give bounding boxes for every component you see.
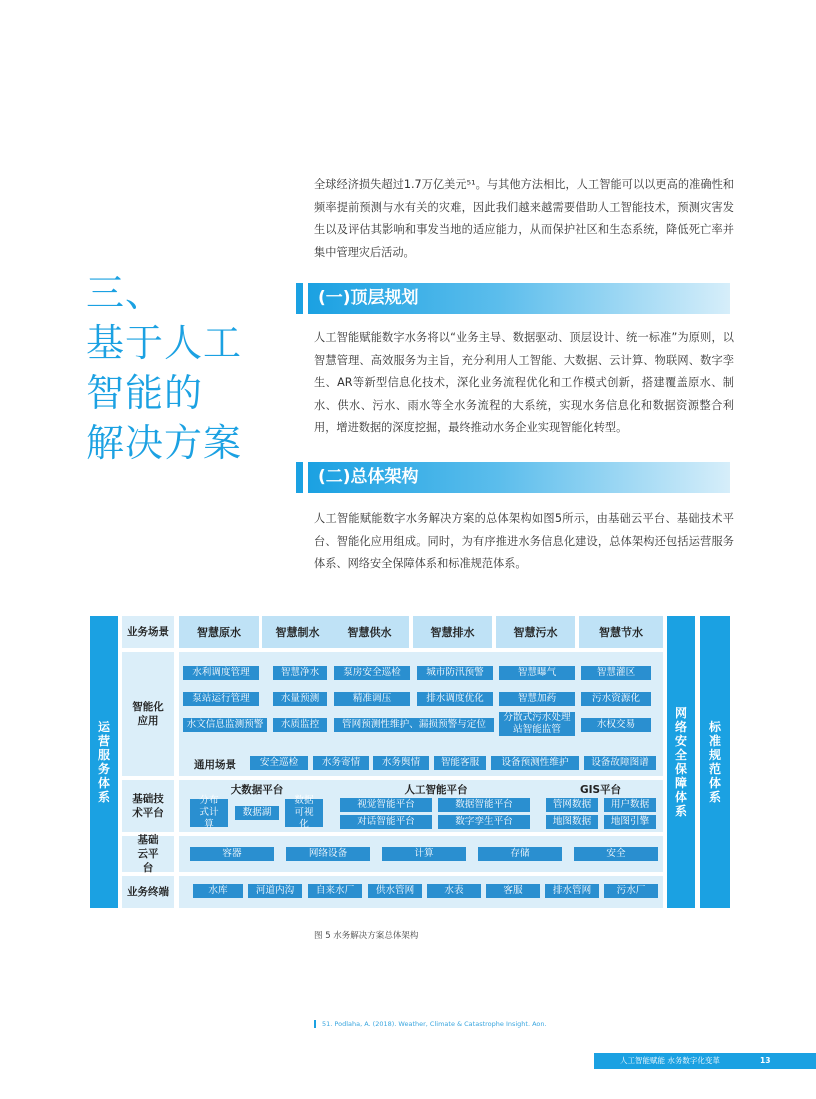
app-chip: 水文信息监测预警 xyxy=(183,718,267,732)
general-chip: 设备预测性维护 xyxy=(491,756,579,770)
scene-cell: 智慧污水 xyxy=(496,616,575,648)
row-label-scene: 业务场景 xyxy=(122,616,174,648)
chapter-title xyxy=(86,268,242,468)
cloud-chip: 网络设备 xyxy=(286,847,370,861)
scene-cell: 智慧供水 xyxy=(330,616,409,648)
ai-chip: 对话智能平台 xyxy=(340,815,432,829)
app-chip: 精准调压 xyxy=(334,692,410,706)
terminal-chip: 水库 xyxy=(193,884,243,898)
ai-title: 人工智能平台 xyxy=(404,784,468,796)
standards-label: 标准规范体系 xyxy=(708,720,721,804)
chapter-title-line: 智能的 xyxy=(86,371,204,415)
terminal-chip: 污水厂 xyxy=(604,884,658,898)
architecture-diagram xyxy=(90,616,730,908)
app-chip: 泵房安全巡检 xyxy=(334,666,410,680)
row-label-terminal: 业务终端 xyxy=(122,876,174,908)
general-chip: 水务寄情 xyxy=(313,756,369,770)
scene-cell: 智慧制水 xyxy=(262,616,333,648)
ops-service-bar xyxy=(90,616,118,908)
cloud-chip: 计算 xyxy=(382,847,466,861)
section-header-architecture xyxy=(296,462,730,493)
standards-bar xyxy=(700,616,730,908)
terminal-chip: 客服 xyxy=(486,884,540,898)
bigdata-title: 大数据平台 xyxy=(230,784,284,796)
terminal-chip: 排水管网 xyxy=(545,884,599,898)
ops-service-label: 运营服务体系 xyxy=(97,720,110,804)
app-chip: 水量预测 xyxy=(273,692,327,706)
section-accent-bar xyxy=(296,283,303,314)
app-chip: 排水调度优化 xyxy=(417,692,493,706)
scene-cell: 智慧排水 xyxy=(413,616,492,648)
section-header-top-level xyxy=(296,283,730,314)
footer-title: 人工智能赋能 水务数字化变革 xyxy=(620,1056,720,1065)
app-chip: 水利调度管理 xyxy=(183,666,259,680)
bigdata-chip: 数据可视化 xyxy=(285,799,323,827)
row-label-cloud: 基础云平台 xyxy=(122,836,174,872)
app-chip: 水质监控 xyxy=(273,718,327,732)
figure-caption: 图 5 水务解决方案总体架构 xyxy=(314,931,419,941)
general-chip: 设备故障图谱 xyxy=(584,756,656,770)
terminal-chip: 水表 xyxy=(427,884,481,898)
general-chip: 水务舆情 xyxy=(373,756,429,770)
gis-chip: 用户数据 xyxy=(604,798,656,812)
app-chip: 泵站运行管理 xyxy=(183,692,259,706)
row-label-app: 智能化应用 xyxy=(122,652,174,776)
section-title: (二)总体架构 xyxy=(318,467,419,487)
app-chip: 管网预测性维护、漏损预警与定位 xyxy=(334,718,494,732)
gis-chip: 地图数据 xyxy=(546,815,598,829)
gis-title: GIS平台 xyxy=(579,784,622,796)
scene-cell: 智慧节水 xyxy=(579,616,663,648)
footnote-marker xyxy=(314,1020,316,1028)
scene-cell: 智慧原水 xyxy=(179,616,259,648)
app-chip: 城市防汛预警 xyxy=(417,666,493,680)
general-scene-label: 通用场景 xyxy=(194,759,236,771)
terminal-chip: 供水管网 xyxy=(368,884,422,898)
ai-chip: 数字孪生平台 xyxy=(438,815,530,829)
footnote xyxy=(314,1020,547,1028)
chapter-title-line: 解决方案 xyxy=(86,421,243,465)
gis-chip: 地图引擎 xyxy=(604,815,656,829)
cloud-chip: 容器 xyxy=(190,847,274,861)
gis-chip: 管网数据 xyxy=(546,798,598,812)
app-chip: 智慧灌区 xyxy=(581,666,651,680)
ai-chip: 数据智能平台 xyxy=(438,798,530,812)
app-chip: 智慧净水 xyxy=(273,666,327,680)
ai-chip: 视觉智能平台 xyxy=(340,798,432,812)
bigdata-chip: 分布式计算 xyxy=(190,799,228,827)
app-chip: 智慧加药 xyxy=(499,692,575,706)
app-chip: 水权交易 xyxy=(581,718,651,732)
chapter-title-line: 三、 xyxy=(86,271,165,315)
section-accent-bar xyxy=(296,462,303,493)
app-chip: 污水资源化 xyxy=(581,692,651,706)
terminal-chip: 河道内沟 xyxy=(248,884,302,898)
divider xyxy=(183,749,659,750)
network-security-label: 网络安全保障体系 xyxy=(674,706,687,818)
page-number: 13 xyxy=(760,1056,771,1065)
app-chip: 分散式污水处理站智能监管 xyxy=(499,712,575,736)
chapter-title-line: 基于人工 xyxy=(86,321,243,365)
general-chip: 智能客服 xyxy=(434,756,486,770)
section-title: (一)顶层规划 xyxy=(318,288,419,308)
top-level-paragraph: 人工智能赋能数字水务将以“业务主导、数据驱动、顶层设计、统一标准”为原则，以智慧管理、高效服务为主旨，充分利用人工智能、大数据、云计算、物联网、数字孪生、AR等新型信息化技术，深化业务流程优化和工作模式创新，搭建覆盖原水、制水、供水、污水、雨水等全水务流程的大系统，实现水务信息化和数据资源整合利用，增进数据的深度挖掘，最终推动水务企业实现智能化转型。 xyxy=(314,331,734,434)
footnote-text: 51. Podlaha, A. (2018). Weather, Climate & Catastrophe Insight. Aon. xyxy=(322,1020,547,1028)
app-chip: 智慧曝气 xyxy=(499,666,575,680)
page-footer xyxy=(594,1053,816,1069)
network-security-bar xyxy=(667,616,695,908)
cloud-chip: 安全 xyxy=(574,847,658,861)
row-label-tech: 基础技术平台 xyxy=(122,780,174,832)
general-chip: 安全巡检 xyxy=(250,756,308,770)
architecture-paragraph: 人工智能赋能数字水务解决方案的总体架构如图5所示，由基础云平台、基础技术平台、智能化应用组成。同时，为有序推进水务信息化建设，总体架构还包括运营服务体系、网络安全保障体系和标准规范体系。 xyxy=(314,512,734,570)
terminal-chip: 自来水厂 xyxy=(308,884,362,898)
cloud-chip: 存储 xyxy=(478,847,562,861)
bigdata-chip: 数据湖 xyxy=(235,806,279,820)
intro-paragraph: 全球经济损失超过1.7万亿美元⁵¹。与其他方法相比，人工智能可以以更高的准确性和频率提前预测与水有关的灾难，因此我们越来越需要借助人工智能技术，预测灾害发生以及评估其影响和事发当地的适应能力，从而保护社区和生态系统，降低死亡率并集中管理灾后活动。 xyxy=(314,178,734,259)
